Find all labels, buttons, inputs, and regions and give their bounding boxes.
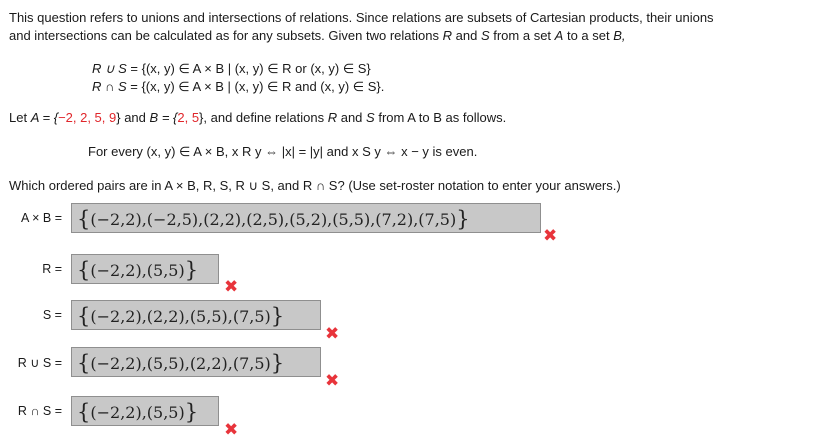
x-mark-icon: ✖: [543, 226, 558, 246]
x-mark-icon: ✖: [325, 324, 340, 344]
intro-line-2: and intersections can be calculated as for any subsets. Given two relations R and S from a set A to a set B,: [9, 28, 626, 43]
answer-input[interactable]: {(−2,2),(5,5),(2,2),(7,5)}: [71, 347, 321, 377]
set-a-values: −2, 2, 5, 9: [58, 110, 117, 125]
answer-label: A × B =: [20, 211, 62, 225]
answer-input[interactable]: {(−2,2),(2,2),(5,5),(7,5)}: [71, 300, 321, 330]
x-mark-icon: ✖: [224, 420, 239, 440]
answer-label: R ∪ S =: [17, 356, 62, 370]
answer-value: (−2,2),(2,2),(5,5),(7,5): [90, 307, 271, 326]
sets-definition: Let A = {−2, 2, 5, 9} and B = {2, 5}, and define relations R and S from A to B as follows.: [9, 110, 507, 125]
answer-label: S =: [42, 308, 62, 322]
answer-input[interactable]: {(−2,2),(−2,5),(2,2),(2,5),(5,2),(5,5),(7,2),(7,5)}: [71, 203, 541, 233]
answer-value: (−2,2),(−2,5),(2,2),(2,5),(5,2),(5,5),(7,2),(7,5): [90, 210, 457, 229]
answer-value: (−2,2),(5,5),(2,2),(7,5): [90, 354, 271, 373]
union-definition: R ∪ S = {(x, y) ∈ A × B | (x, y) ∈ R or (x, y) ∈ S}: [92, 61, 371, 76]
question-text: Which ordered pairs are in A × B, R, S, R ∪ S, and R ∩ S? (Use set-roster notation to enter your answers.): [9, 178, 621, 193]
answer-input[interactable]: {(−2,2),(5,5)}: [71, 396, 219, 426]
x-mark-icon: ✖: [224, 277, 239, 297]
answer-label: R ∩ S =: [17, 404, 62, 418]
answer-value: (−2,2),(5,5): [90, 403, 185, 422]
answer-input[interactable]: {(−2,2),(5,5)}: [71, 254, 219, 284]
intersection-definition: R ∩ S = {(x, y) ∈ A × B | (x, y) ∈ R and (x, y) ∈ S}.: [92, 79, 385, 94]
relation-rules: For every (x, y) ∈ A × B, x R y ⇔ |x| = |y| and x S y ⇔ x − y is even.: [88, 144, 478, 159]
set-b-values: 2, 5: [177, 110, 200, 125]
x-mark-icon: ✖: [325, 371, 340, 391]
answer-label: R =: [42, 262, 62, 276]
intro-paragraph: [9, 9, 819, 45]
answer-value: (−2,2),(5,5): [90, 261, 185, 280]
intro-line-1: This question refers to unions and intersections of relations. Since relations are subsets of Cartesian products, their unions: [9, 10, 714, 25]
